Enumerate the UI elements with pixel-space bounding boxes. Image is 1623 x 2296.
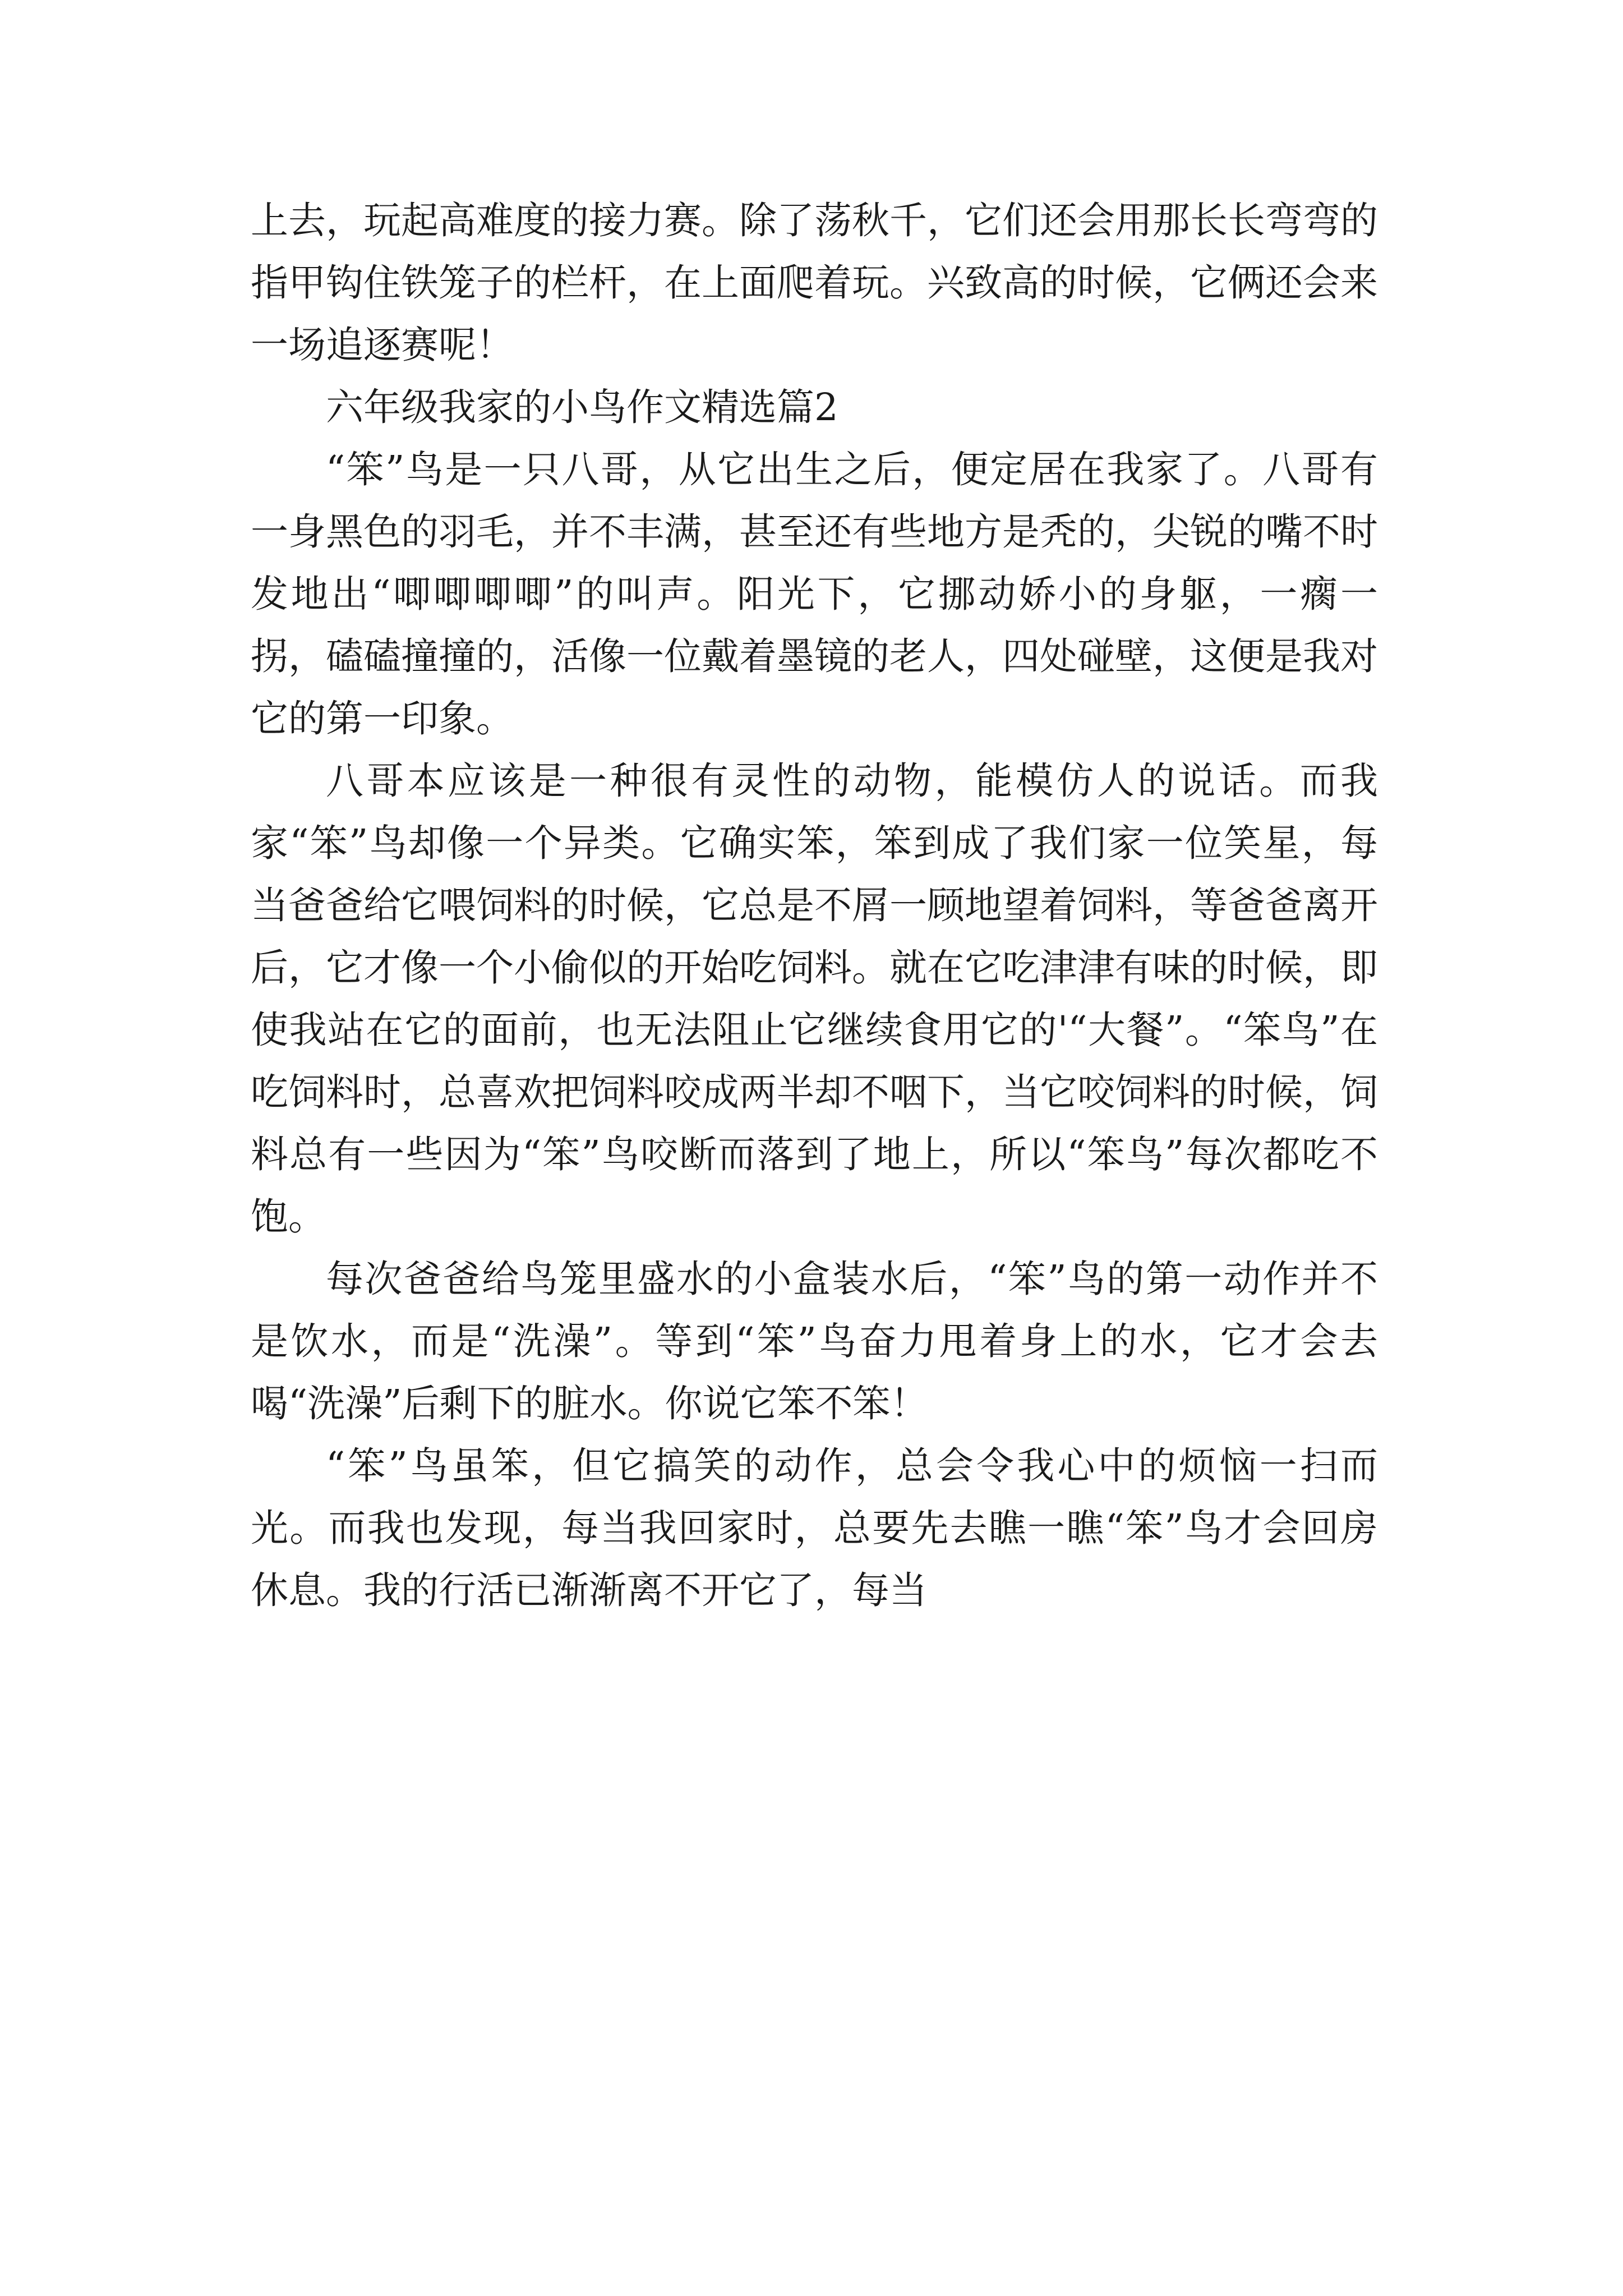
document-body [251,190,1378,1622]
paragraph-feeding: 八哥本应该是一种很有灵性的动物，能模仿人的说话。而我家“笨”鸟却像一个异类。它确实笨，笨到成了我们家一位笑星，每当爸爸给它喂饲料的时候，它总是不屑一顾地望着饲料，等爸爸离开后，它才像一个小偷似的开始吃饲料。就在它吃津津有味的时候，即使我站在它的面前，也无法阻止它继续食用它的'“大餐”。“笨鸟”在吃饲料时，总喜欢把饲料咬成两半却不咽下，当它咬饲料的时候，饲料总有一些因为“笨”鸟咬断而落到了地上，所以“笨鸟”每次都吃不饱。 [251,759,1378,1239]
paragraph-intro: “笨”鸟是一只八哥，从它出生之后，便定居在我家了。八哥有一身黑色的羽毛，并不丰满，甚至还有些地方是秃的，尖锐的嘴不时发地出“唧唧唧唧”的叫声。阳光下，它挪动娇小的身躯，一瘸一拐，磕磕撞撞的，活像一位戴着墨镜的老人，四处碰壁，这便是我对它的第一印象。 [251,448,1378,740]
continuation-paragraph: 上去，玩起高难度的接力赛。除了荡秋千，它们还会用那长长弯弯的指甲钩住铁笼子的栏杆，在上面爬着玩。兴致高的时候，它俩还会来一场追逐赛呢！ [251,199,1378,367]
section-heading: 六年级我家的小鸟作文精选篇2 [326,385,838,429]
paragraph-bathing: 每次爸爸给鸟笼里盛水的小盒装水后，“笨”鸟的第一动作并不是饮水，而是“洗澡”。等到“笨”鸟奋力甩着身上的水，它才会去喝“洗澡”后剩下的脏水。你说它笨不笨！ [251,1257,1378,1425]
paragraph-closing: “笨”鸟虽笨，但它搞笑的动作，总会令我心中的烦恼一扫而光。而我也发现，每当我回家时，总要先去瞧一瞧“笨”鸟才会回房休息。我的行活已渐渐离不开它了，每当 [251,1444,1378,1612]
